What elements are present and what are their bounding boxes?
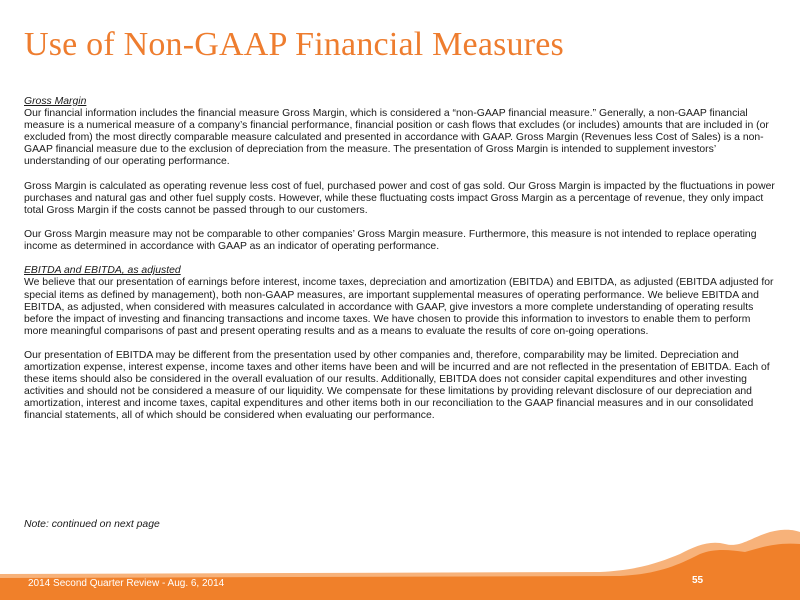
continuation-note: Note: continued on next page <box>24 519 160 530</box>
paragraph: We believe that our presentation of earnings before interest, income taxes, depreciation and amortization (EBITDA) and EBITDA, as adjusted (EBITDA adjusted for special items as defined by management), both non-GAAP measures, are important supplemental measures of operating performance. We believe EBITDA and EBITDA, as adjusted, when considered with measures calculated in accordance with GAAP, give investors a more complete understanding of operating results before the impact of investing and financing transactions and income taxes. We have chosen to provide this information to investors to enable them to perform more meaningful comparisons of past and present operating results and as a means to evaluate the results of core on-going operations. <box>24 277 774 337</box>
page-number: 55 <box>692 575 704 586</box>
section-heading-ebitda: EBITDA and EBITDA, as adjusted We believe that our presentation of earnings before interest, income taxes, depreciation and amortization (EBITDA) and EBITDA, as adjusted (EBITDA adjusted for special items as defined by management), both non-GAAP measures, are important supplemental measures of operating performance. We believe EBITDA and EBITDA, as adjusted, when considered with measures calculated in accordance with GAAP, give investors a more complete understanding of operating results before the impact of investing and financing transactions and income taxes. We have chosen to provide this information to investors to enable them to perform more meaningful comparisons of past and present operating results and as a means to evaluate the results of core on-going operations. <box>24 265 774 337</box>
footer-band <box>0 544 800 600</box>
paragraph: Our financial information includes the financial measure Gross Margin, which is considered a “non-GAAP financial measure.” Generally, a non-GAAP financial measure is a numerical measure of a company’s financial performance, financial position or cash flows that excludes (or includes) amounts that are included in (or excluded from) the most directly comparable measure calculated and presented in accordance with GAAP. Gross Margin (Revenues less Cost of Sales) is a non-GAAP financial measure due to the exclusion of depreciation from the measure. The presentation of Gross Margin is intended to supplement investors’ understanding of our operating performance. <box>24 108 769 168</box>
paragraph: Gross Margin is calculated as operating revenue less cost of fuel, purchased power and cost of gas sold. Our Gross Margin is impacted by the fluctuations in power purchases and natural gas and other fuel supply costs. However, while these fluctuating costs impact Gross Margin as a percentage of revenue, they only impact total Gross Margin if the costs cannot be passed through to our customers. <box>24 180 775 216</box>
footer-label: 2014 Second Quarter Review - Aug. 6, 2014 <box>28 578 225 589</box>
page-title: Use of Non-GAAP Financial Measures <box>24 26 564 63</box>
paragraph: Our presentation of EBITDA may be different from the presentation used by other companies and, therefore, comparability may be limited. Depreciation and amortization expense, interest expense, income taxes and other items have been and will be incurred and are not reflected in the presentation of EBITDA. Each of these items should also be considered in the overall evaluation of our results. Additionally, EBITDA does not consider capital expenditures and other investing activities and should not be considered a measure of our liquidity. We compensate for these limitations by providing relevant disclosure of our depreciation and amortization, interest and income taxes, capital expenditures and other items both in our reconciliation to the GAAP financial measures and in our consolidated financial statements, all of which should be considered when evaluating our performance. <box>24 349 770 422</box>
section-heading-gross-margin: Gross Margin Our financial information includes the financial measure Gross Margin, which is considered a “non-GAAP financial measure.” Generally, a non-GAAP financial measure is a numerical measure of a company’s financial performance, financial position or cash flows that excludes (or includes) amounts that are included in (or excluded from) the most directly comparable measure calculated and presented in accordance with GAAP. Gross Margin (Revenues less Cost of Sales) is a non-GAAP financial measure due to the exclusion of depreciation from the measure. The presentation of Gross Margin is intended to supplement investors’ understanding of our operating performance. <box>24 96 769 168</box>
body-text <box>24 96 776 435</box>
paragraph: Our Gross Margin measure may not be comparable to other companies’ Gross Margin measure. Furthermore, this measure is not intended to replace operating income as determined in accordance with GAAP as an indicator of operating performance. <box>24 229 757 253</box>
